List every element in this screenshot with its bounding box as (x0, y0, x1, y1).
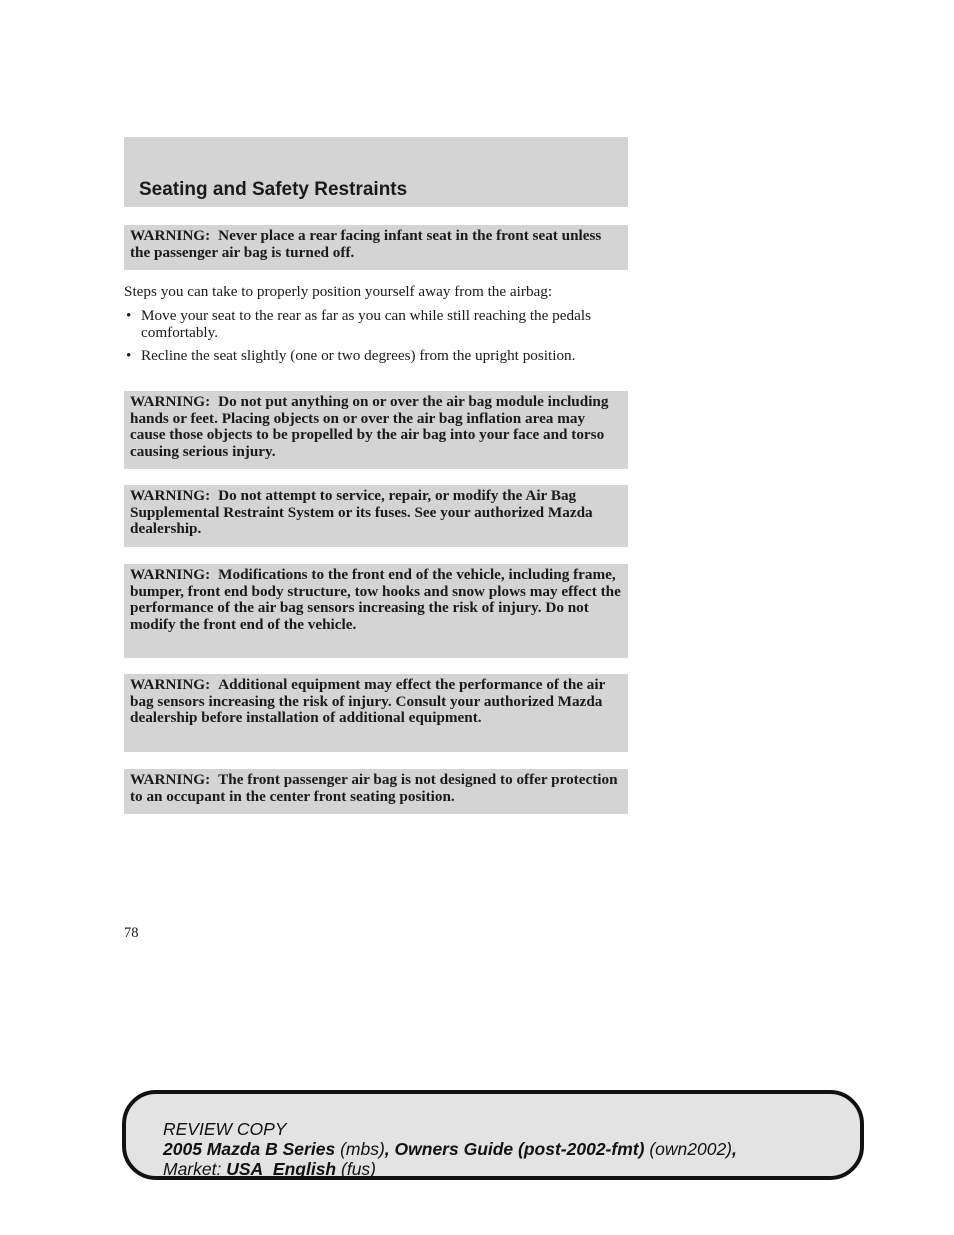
warning-box-modifications (124, 564, 628, 658)
market-code: (fus) (341, 1159, 376, 1179)
bullet-marker: • (126, 347, 132, 365)
position-steps-list (124, 308, 628, 372)
review-copy-box (122, 1090, 864, 1180)
warning-label: WARNING: (130, 393, 211, 410)
list-item-text: Recline the seat slightly (one or two degrees) from the upright position. (141, 347, 576, 365)
review-copy-label: REVIEW COPY (163, 1119, 287, 1139)
warning-label: WARNING: (130, 771, 211, 788)
warning-text: Additional equipment may effect the performance of the air bag sensors increasing the risk of injury. Consult your authorized Mazda dealership before installation of additional equipment. (130, 676, 606, 727)
market-label: Market: (163, 1159, 222, 1179)
warning-text: Never place a rear facing infant seat in the front seat unless the passenger air bag is turned off. (130, 227, 602, 261)
warning-box-airbag-module (124, 391, 628, 469)
section-title: Seating and Safety Restraints (139, 179, 408, 200)
warning-box-center-seat (124, 769, 628, 814)
review-market-line (163, 1159, 860, 1179)
guide-name: Owners Guide (post-2002-fmt) (394, 1139, 645, 1159)
page-number: 78 (124, 925, 139, 941)
market-name: USA_English (226, 1159, 337, 1179)
model-name: 2005 Mazda B Series (163, 1139, 336, 1159)
warning-text: The front passenger air bag is not designed to offer protection to an occupant in the center front seating position. (130, 771, 618, 805)
separator: , (384, 1139, 390, 1159)
warning-label: WARNING: (130, 487, 211, 504)
list-item (124, 308, 628, 341)
review-model-line (163, 1139, 860, 1159)
warning-label: WARNING: (130, 227, 211, 244)
list-item-text: Move your seat to the rear as far as you can while still reaching the pedals comfortably. (141, 307, 591, 341)
warning-text: Do not put anything on or over the air bag module including hands or feet. Placing objects on or over the air bag inflation area may cause those objects to be propelled by the air bag into your face and torso causing serious injury. (130, 393, 609, 460)
separator: , (732, 1139, 737, 1159)
warning-box-additional-equipment (124, 674, 628, 752)
model-code: (mbs) (340, 1139, 385, 1159)
section-header-band (124, 137, 628, 207)
warning-box-infant-seat (124, 225, 628, 270)
warning-label: WARNING: (130, 676, 211, 693)
warning-box-service (124, 485, 628, 547)
warning-text: Do not attempt to service, repair, or modify the Air Bag Supplemental Restraint System or its fuses. See your authorized Mazda dealership. (130, 487, 593, 538)
intro-paragraph: Steps you can take to properly position yourself away from the airbag: (124, 283, 553, 300)
list-item (124, 348, 628, 365)
bullet-marker: • (126, 307, 132, 324)
warning-text: Modifications to the front end of the vehicle, including frame, bumper, front end body structure, tow hooks and snow plows may effect the performance of the air bag sensors increasing the risk of injury. Do not modify the front end of the vehicle. (130, 566, 621, 633)
guide-code: (own2002) (649, 1139, 733, 1159)
warning-label: WARNING: (130, 566, 211, 583)
